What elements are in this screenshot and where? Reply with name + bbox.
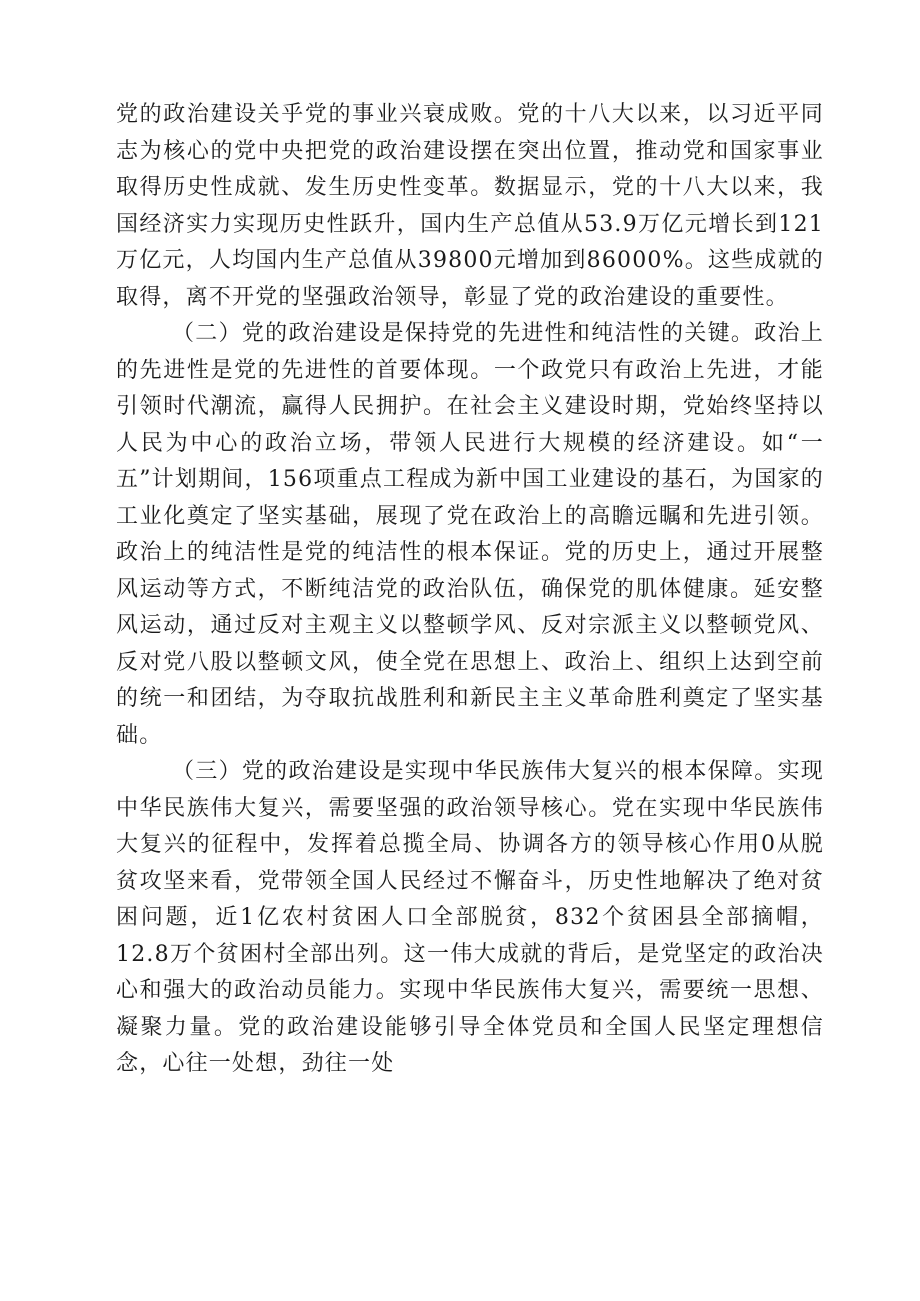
paragraph-section-two: （二）党的政治建设是保持党的先进性和纯洁性的关键。政治上的先进性是党的先进性的首要体现。一个政党只有政治上先进，才能引领时代潮流，赢得人民拥护。在社会主义建设时期，党始终坚持以人民为中心的政治立场，带领人民进行大规模的经济建设。如“一五”计划期间，156项重点工程成为新中国工业建设的基石，为国家的工业化奠定了坚实基础，展现了党在政治上的高瞻远瞩和先进引领。政治上的纯洁性是党的纯洁性的根本保证。党的历史上，通过开展整风运动等方式，不断纯洁党的政治队伍，确保党的肌体健康。延安整风运动，通过反对主观主义以整顿学风、反对宗派主义以整顿党风、反对党八股以整顿文风，使全党在思想上、政治上、组织上达到空前的统一和团结，为夺取抗战胜利和新民主主义革命胜利奠定了坚实基础。 [116, 321, 824, 748]
paragraph-section-three: （三）党的政治建设是实现中华民族伟大复兴的根本保障。实现中华民族伟大复兴，需要坚强的政治领导核心。党在实现中华民族伟大复兴的征程中，发挥着总揽全局、协调各方的领导核心作用0从脱贫攻坚来看，党带领全国人民经过不懈奋斗，历史性地解决了绝对贫困问题，近1亿农村贫困人口全部脱贫，832个贫困县全部摘帽，12.8万个贫困村全部出列。这一伟大成就的背后，是党坚定的政治决心和强大的政治动员能力。实现中华民族伟大复兴，需要统一思想、凝聚力量。党的政治建设能够引导全体党员和全国人民坚定理想信念，心往一处想，劲往一处 [116, 759, 824, 1076]
paragraph-political-construction-significance: 党的政治建设关乎党的事业兴衰成败。党的十八大以来，以习近平同志为核心的党中央把党的政治建设摆在突出位置，推动党和国家事业取得历史性成就、发生历史性变革。数据显示，党的十八大以来，我国经济实力实现历史性跃升，国内生产总值从53.9万亿元增长到121万亿元，人均国内生产总值从39800元增加到86000%。这些成就的取得，离不开党的坚强政治领导，彰显了党的政治建设的重要性。 [116, 102, 824, 310]
document-body [116, 97, 824, 1083]
